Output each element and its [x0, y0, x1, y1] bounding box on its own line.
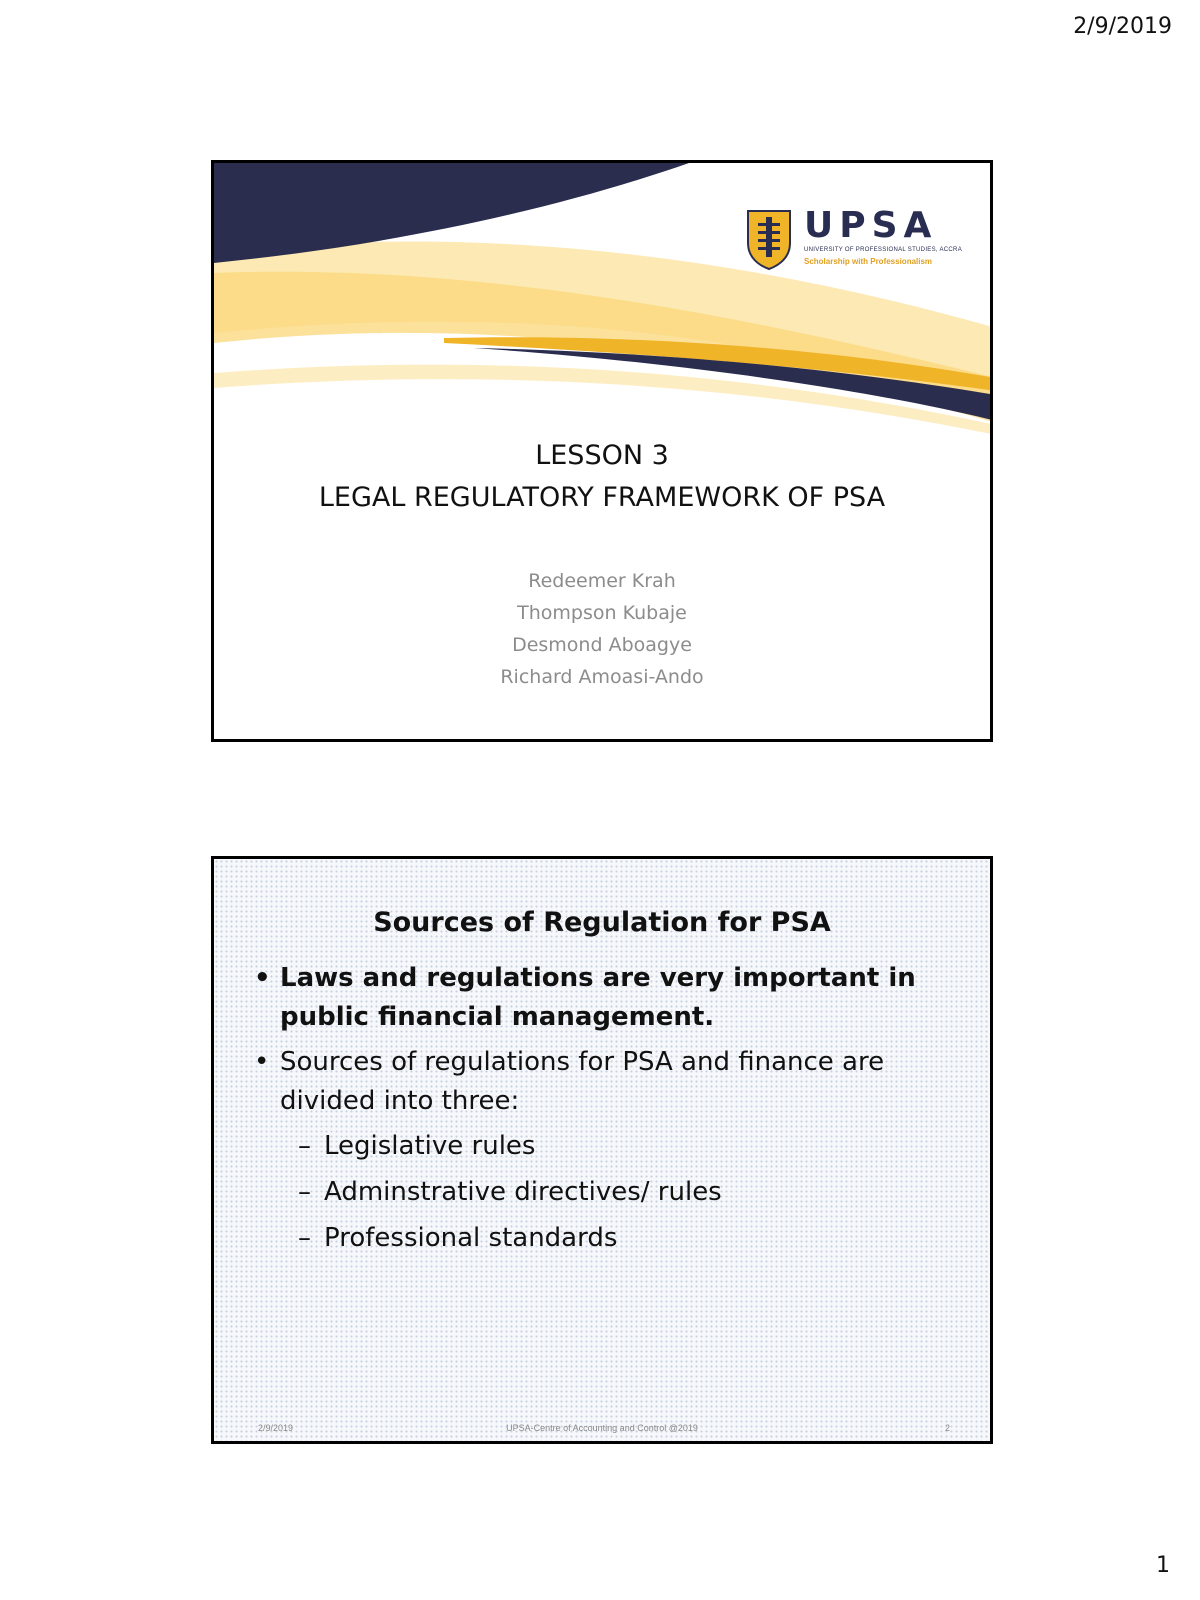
- slide-title: Sources of Regulation for PSA: [373, 907, 831, 938]
- authors-list: [214, 565, 990, 693]
- footer-center-text: UPSA-Centre of Accounting and Control @2019: [506, 1423, 698, 1433]
- author: Thompson Kubaje: [517, 602, 687, 624]
- lesson-title: [214, 435, 990, 519]
- logo-subtitle: UNIVERSITY OF PROFESSIONAL STUDIES, ACCRA: [804, 247, 962, 253]
- sub-item: – Professional standards: [298, 1223, 618, 1253]
- author: Richard Amoasi-Ando: [500, 666, 704, 688]
- sub-item: – Legislative rules: [298, 1131, 536, 1161]
- lesson-title-line1: LESSON 3: [535, 440, 669, 471]
- page-date: 2/9/2019: [1073, 14, 1172, 39]
- bullet-list: [254, 959, 964, 1265]
- sub-item: – Adminstrative directives/ rules: [298, 1177, 722, 1207]
- sub-item-text: Professional standards: [324, 1223, 618, 1253]
- title-slide: [211, 160, 993, 742]
- bullet-item: • Sources of regulations for PSA and finance are divided into three:: [254, 1043, 964, 1121]
- footer-date: 2/9/2019: [258, 1423, 294, 1433]
- author: Desmond Aboagye: [512, 634, 692, 656]
- logo-motto: Scholarship with Professionalism: [804, 257, 933, 266]
- footer-page-number: 2: [944, 1423, 950, 1433]
- logo-wordmark: UPSA: [804, 205, 938, 246]
- sub-item-text: Adminstrative directives/ rules: [324, 1177, 722, 1207]
- page-number: 1: [1156, 1553, 1170, 1578]
- bullet-item: • Laws and regulations are very important in public financial management.: [254, 959, 964, 1037]
- sub-item-text: Legislative rules: [324, 1131, 536, 1161]
- content-slide: [211, 856, 993, 1444]
- upsa-shield-icon: [744, 207, 794, 271]
- upsa-logo: [744, 205, 964, 273]
- lesson-title-line2: LEGAL REGULATORY FRAMEWORK OF PSA: [318, 482, 886, 513]
- author: Redeemer Krah: [528, 570, 676, 592]
